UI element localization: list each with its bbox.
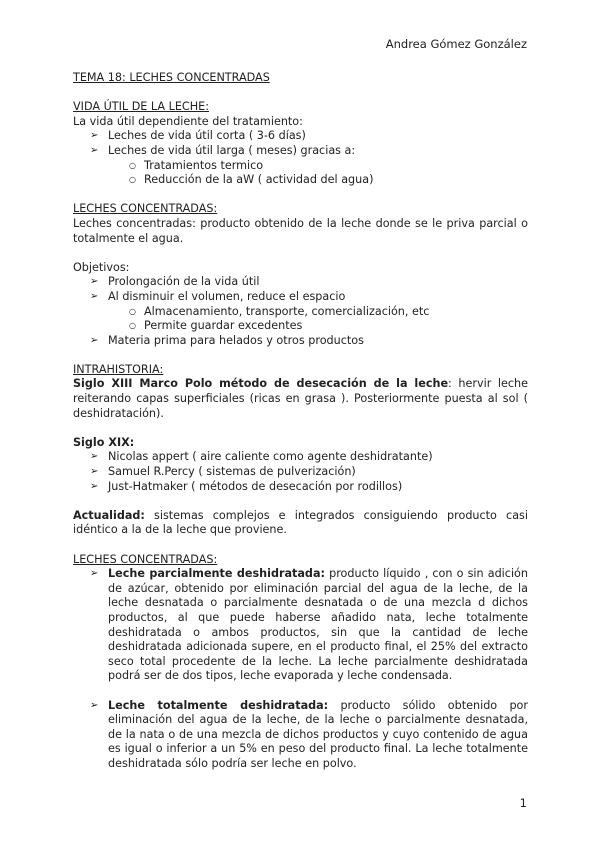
list-item: ➢ Prolongación de la vida útil [73, 275, 528, 290]
sub-list-item: ○ Almacenamiento, transporte, comercialización, etc [73, 305, 528, 320]
sub-list-item: ○ Reducción de la aW ( actividad del agua) [73, 173, 528, 188]
actualidad-label: Actualidad: [73, 508, 145, 522]
sub-list-item: ○ Permite guardar excedentes [73, 319, 528, 334]
siglo-xix-list [73, 450, 528, 494]
siglo-xix-label: Siglo XIX: [73, 435, 135, 449]
sub-list [108, 305, 528, 334]
list-item: ➢ Materia prima para helados y otros productos [73, 334, 528, 349]
actualidad-paragraph [73, 509, 528, 538]
document-title: TEMA 18: LECHES CONCENTRADAS [73, 71, 270, 84]
vida-util-list [73, 129, 528, 187]
parcial-label: Leche parcialmente deshidratada: [108, 567, 325, 581]
list-item: ➢ Samuel R.Percy ( sistemas de pulverización) [73, 465, 528, 480]
total-text: producto sólido obtenido por eliminación del agua de la leche, de la leche o parcialmente desnatada, de la nata o de una mezcla de dichos productos y cuyo contenido de agua es igual o inferior a un 5% en peso del producto final. La leche totalmente deshidratada sólo podría ser leche en polvo. [108, 698, 528, 770]
list-item [73, 567, 528, 684]
total-label: Leche totalmente deshidratada: [108, 698, 329, 712]
tipos-list [73, 567, 528, 684]
tipos-list-2 [73, 699, 528, 772]
section-heading-concentradas: LECHES CONCENTRADAS: [73, 202, 218, 216]
parcial-text: producto líquido , con o sin adición de azúcar, obtenido por eliminación parcial del agua de la leche, de la leche desnatada o parcialmente desnatada o de una mezcla d dichos productos, al que puede haberse añadido nata, leche totalmente deshidratada o ambos productos, sin que la cantidad de leche deshidratada adicionada supere, en el producto final, el 25% del extracto seco total procedente de la leche. La leche parcialmente deshidratada podrá ser de dos tipos, leche evaporada y leche condensada. [108, 567, 528, 683]
sub-list-item: ○ Tratamientos termico [73, 159, 528, 174]
page-number: 1 [519, 796, 527, 810]
list-item: ➢ Leches de vida útil corta ( 3-6 días) [73, 129, 528, 144]
section-heading-intrahistoria: INTRAHISTORIA: [73, 362, 164, 376]
siglo-xiii-label: Siglo XIII Marco Polo método de desecación de la leche [73, 377, 449, 391]
sub-list [108, 159, 528, 188]
list-item: ➢ Nicolas appert ( aire caliente como agente deshidratante) [73, 450, 528, 465]
concentradas-definition: Leches concentradas: producto obtenido de la leche donde se le priva parcial o totalmente el agua. [73, 216, 528, 245]
list-item: ➢ Just-Hatmaker ( métodos de desecación por rodillos) [73, 480, 528, 495]
section-heading-tipos: LECHES CONCENTRADAS: [73, 552, 218, 566]
section-heading-vida-util: VIDA ÚTIL DE LA LECHE: [73, 100, 209, 114]
actualidad-text: sistemas complejos e integrados consiguiendo producto casi idéntico a la de la leche que proviene. [73, 508, 528, 537]
list-item: ➢ Leches de vida útil larga ( meses) gracias a: ○ Tratamientos termico ○ Reducción de la aW ( actividad del agua) [73, 144, 528, 188]
list-item: ➢ Al disminuir el volumen, reduce el espacio ○ Almacenamiento, transporte, comercialización, etc ○ Permite guardar excedentes [73, 290, 528, 334]
siglo-xiii-paragraph [73, 377, 528, 421]
siglo-xiii-text: : hervir leche reiterando capas superficiales (ricas en grasa ). Posteriormente puesta al sol ( deshidratación). [73, 377, 528, 420]
document-body [73, 71, 528, 772]
vida-util-intro: La vida útil dependiente del tratamiento: [73, 114, 303, 128]
author-name: Andrea Gómez González [385, 37, 527, 51]
objetivos-label: Objetivos: [73, 260, 130, 274]
list-item [73, 699, 528, 772]
objetivos-list [73, 275, 528, 348]
